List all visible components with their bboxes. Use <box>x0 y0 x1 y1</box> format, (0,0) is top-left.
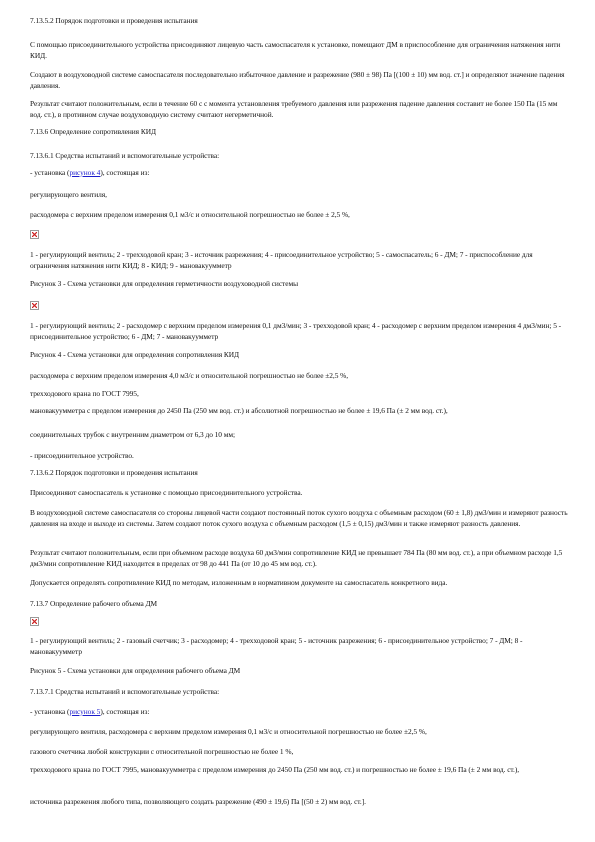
list-item-manometer: мановакуумметра с пределом измерения до 2450 Па (250 мм вод. ст.) и абсолютной погрешностью не более ± 19,6 Па (± 2 мм вод. ст.), <box>30 406 448 415</box>
list-item-flowmeter-4: расходомера с верхним пределом измерения 4,0 м3/c и относительной погрешностью не более ±2,5 %, <box>30 371 349 380</box>
paragraph-result-leak: Результат считают положительным, если в течение 60 с с момента установления требуемого давления или разрежения падение давления составит не более 150 Па (15 мм вод. ст.), в противном случае воздуховодную систему считают негерметичной. <box>30 99 558 119</box>
section-heading-7-13-5-2: 7.13.5.2 Порядок подготовки и проведения испытания <box>30 16 198 25</box>
figure-5-legend: 1 - регулирующий вентиль; 2 - газовый счетчик; 3 - расходомер; 4 - трехходовой кран; 5 - источник разрежения; 6 - присоединительное устройство; 7 - ДМ; 8 - мановакуумметр <box>30 636 523 656</box>
list-item-vacuum-source: источника разрежения любого типа, позволяющего создать разрежение (490 ± 19,6) Па [(50 ± 2) мм вод. ст.]. <box>30 797 366 806</box>
paragraph-attach-selfrescuer: Присоединяют самоспасатель к установке с помощью присоединительного устройства. <box>30 488 303 497</box>
paragraph-procedure-attach: С помощью присоединительного устройства присоединяют лицевую часть самоспасателя к установке, помещают ДМ в приспособление для ограничения натяжения нити КИД. <box>30 40 561 60</box>
list-item-valve: регулирующего вентиля, <box>30 190 107 199</box>
section-heading-7-13-6: 7.13.6 Определение сопротивления КИД <box>30 127 156 136</box>
list-item-valve-flowmeter: регулирующего вентиля, расходомера с верхним пределом измерения 0,1 м3/c и относительной погрешностью не более ±2,5 %, <box>30 727 427 736</box>
list-item-installation-fig4 <box>30 168 570 179</box>
figure-4-legend: 1 - регулирующий вентиль; 2 - расходомер с верхним пределом измерения 0,1 дм3/мин; 3 - трехходовой кран; 4 - расходомер с верхним пределом измерения 4 дм3/мин; 5 - присоединительное устройство; 6 - ДМ; 7 - мановакуумметр <box>30 321 562 341</box>
figure-5-caption: Рисунок 5 - Схема установки для определения рабочего объема ДМ <box>30 666 241 675</box>
list-item-tubes: соединительных трубок с внутренним диаметром от 6,3 до 10 мм; <box>30 430 235 439</box>
list-item-suffix: ), состоящая из: <box>100 168 150 177</box>
list-item-suffix: ), состоящая из: <box>100 707 150 716</box>
paragraph-result-resistance: Результат считают положительным, если при объемном расходе воздуха 60 дм3/мин сопротивление КИД не превышает 784 Па (80 мм вод. ст.), а при объемном расходе 1,5 дм3/мин сопротивление КИД находится в пределах от 98 до 441 Па (от 10 до 45 мм вод. ст.). <box>30 548 563 568</box>
broken-image-icon-figure-5[interactable] <box>30 617 39 626</box>
paragraph-alternative-methods: Допускается определять сопротивление КИД по методам, изложенным в нормативном документе на самоспасатель конкретного вида. <box>30 578 448 587</box>
list-item-prefix: - установка ( <box>30 707 70 716</box>
paragraph-pressure-create: Создают в воздуховодной системе самоспасателя последовательно избыточное давление и разрежение (980 ± 98) Па [(100 ± 10) мм вод. ст.] и определяют значение падения давления. <box>30 70 565 90</box>
figure-3-legend: 1 - регулирующий вентиль; 2 - трехходовой кран; 3 - источник разрежения; 4 - присоединительное устройство; 5 - самоспасатель; 6 - ДМ; 7 - приспособление для ограничения натяжения нити КИД; 8 - КИД; 9 - мановакуумметр <box>30 250 533 270</box>
broken-image-icon-figure-3[interactable] <box>30 230 39 239</box>
list-item-connector: - присоединительное устройство. <box>30 451 134 460</box>
list-item-gas-meter: газового счетчика любой конструкции с относительной погрешностью не более 1 %, <box>30 747 294 756</box>
list-item-installation-fig5 <box>30 707 570 718</box>
paragraph-airflow-test: В воздуховодной системе самоспасателя со стороны лицевой части создают постоянный поток сухого воздуха с объемным расходом (60 ± 1,8) дм3/мин и измеряют разность давления на входе и выходе из системы. Затем создают поток сухого воздуха с объемным расходом (1,5 ± 0,15) дм3/мин и также измеряют разность давления. <box>30 508 568 528</box>
figure-3-caption: Рисунок 3 - Схема установки для определения герметичности воздуховодной системы <box>30 279 299 288</box>
figure-4-link[interactable]: рисунок 4 <box>69 168 101 177</box>
list-item-flowmeter-01: расходомера с верхним пределом измерения 0,1 м3/c и относительной погрешностью не более ± 2,5 %, <box>30 210 350 219</box>
list-item-prefix: - установка ( <box>30 168 70 177</box>
figure-5-link[interactable]: рисунок 5 <box>69 707 101 716</box>
list-item-three-way-valve: трехходового крана по ГОСТ 7995, <box>30 389 139 398</box>
section-heading-7-13-6-2: 7.13.6.2 Порядок подготовки и проведения испытания <box>30 468 198 477</box>
section-heading-7-13-7-1: 7.13.7.1 Средства испытаний и вспомогательные устройства: <box>30 687 220 696</box>
section-heading-7-13-6-1: 7.13.6.1 Средства испытаний и вспомогательные устройства: <box>30 151 220 160</box>
list-item-valve-manometer: трехходового крана по ГОСТ 7995, мановакуумметра с пределом измерения до 2450 Па (250 мм вод. ст.) и погрешностью не более ± 19,6 Па (± 2 мм вод. ст.), <box>30 765 520 774</box>
broken-image-icon-figure-4[interactable] <box>30 301 39 310</box>
figure-4-caption: Рисунок 4 - Схема установки для определения сопротивления КИД <box>30 350 240 359</box>
section-heading-7-13-7: 7.13.7 Определение рабочего объема ДМ <box>30 599 158 608</box>
